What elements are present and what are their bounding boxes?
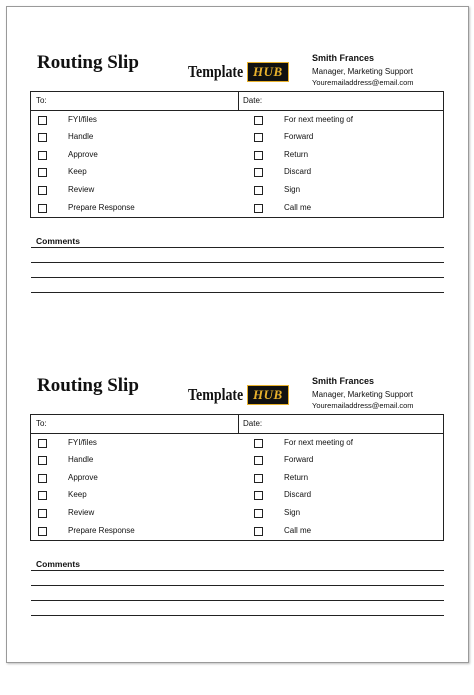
header-row [31, 92, 443, 111]
contact-name: Smith Frances [312, 376, 375, 386]
template-hub-logo [188, 385, 289, 405]
contact-block [312, 52, 414, 88]
contact-block [312, 375, 414, 411]
checkbox[interactable] [38, 509, 47, 518]
comment-line[interactable] [31, 292, 444, 293]
template-hub-logo [188, 62, 289, 82]
checkbox[interactable] [254, 168, 263, 177]
slip-title: Routing Slip [37, 375, 139, 396]
contact-role: Manager, Marketing Support [312, 67, 413, 76]
checkbox[interactable] [254, 439, 263, 448]
checkbox[interactable] [38, 116, 47, 125]
checkbox[interactable] [254, 116, 263, 125]
checkbox[interactable] [38, 456, 47, 465]
checkbox[interactable] [254, 204, 263, 213]
checkbox[interactable] [38, 133, 47, 142]
comment-line[interactable] [31, 277, 444, 278]
checkbox[interactable] [38, 151, 47, 160]
comments-label: Comments [36, 236, 80, 246]
date-label: Date: [243, 419, 263, 428]
checkbox[interactable] [38, 204, 47, 213]
to-label: To: [36, 96, 47, 105]
checkbox[interactable] [254, 133, 263, 142]
comment-line[interactable] [31, 600, 444, 601]
checkbox[interactable] [254, 509, 263, 518]
checkbox[interactable] [254, 491, 263, 500]
comments-label: Comments [36, 559, 80, 569]
header-divider [238, 415, 239, 433]
checkbox[interactable] [254, 474, 263, 483]
comment-line[interactable] [31, 262, 444, 263]
routing-box: To: Date: FYI/files Handle Approve Keep Review Prepare Response For next meeting of Forward Return Discard Sign Call me [30, 414, 444, 541]
checkbox[interactable] [254, 186, 263, 195]
contact-email: Youremailaddress@email.com [312, 78, 414, 87]
routing-box: To: Date: FYI/files Handle Approve Keep Review Prepare Response For next meeting of Forward Return Discard Sign Call me [30, 91, 444, 218]
comment-line[interactable] [31, 247, 444, 248]
checkbox[interactable] [38, 186, 47, 195]
checkbox[interactable] [38, 491, 47, 500]
checkbox[interactable] [38, 439, 47, 448]
comment-line[interactable] [31, 570, 444, 571]
contact-email: Youremailaddress@email.com [312, 401, 414, 410]
slip-title: Routing Slip [37, 52, 139, 73]
comment-line[interactable] [31, 615, 444, 616]
logo-word: Template [188, 385, 244, 404]
header-divider [238, 92, 239, 110]
checkbox[interactable] [38, 168, 47, 177]
logo-badge: HUB [247, 62, 289, 82]
routing-slip-1 [0, 52, 474, 372]
checkbox[interactable] [38, 527, 47, 536]
to-label: To: [36, 419, 47, 428]
comment-line[interactable] [31, 585, 444, 586]
routing-slip-2 [0, 375, 474, 695]
checkbox[interactable] [254, 456, 263, 465]
header-row [31, 415, 443, 434]
checkbox[interactable] [38, 474, 47, 483]
contact-role: Manager, Marketing Support [312, 390, 413, 399]
date-label: Date: [243, 96, 263, 105]
checkbox[interactable] [254, 151, 263, 160]
logo-badge: HUB [247, 385, 289, 405]
contact-name: Smith Frances [312, 53, 375, 63]
logo-word: Template [188, 62, 244, 81]
checkbox[interactable] [254, 527, 263, 536]
